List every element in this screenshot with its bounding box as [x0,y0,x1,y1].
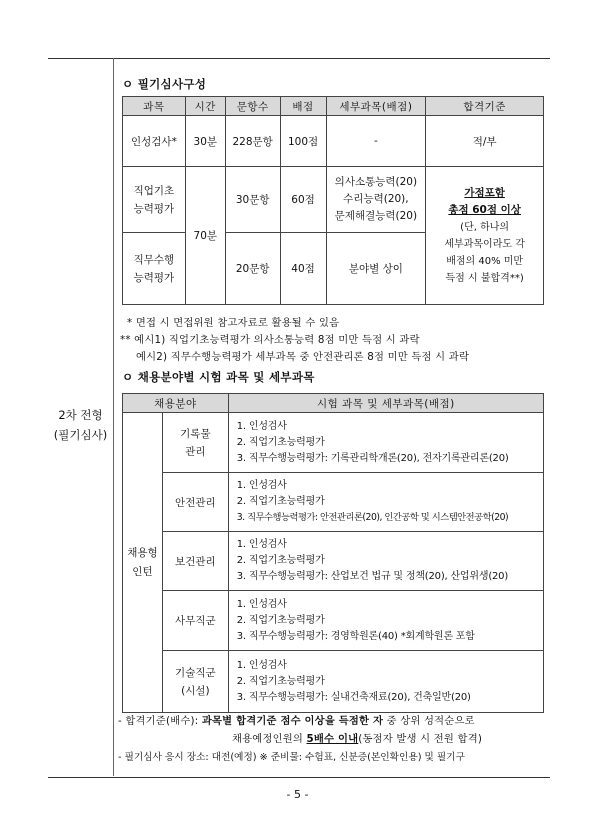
cell-text: 가점포함 [464,186,505,199]
list-item: 3. 직무수행능력평가: 경영학원론(40) *회계학원론 포함 [236,630,475,642]
table-row [123,651,544,713]
cell-text: 문제해결능력(20) [334,210,418,222]
field-cell: 안전관리 [162,473,228,532]
table-row [123,591,544,651]
subjects-cell [228,591,543,651]
header-cell: 시험 과목 및 세부과목(배점) [228,394,543,413]
list-item: 3. 직무수행능력평가: 산업보건 법규 및 정책(20), 산업위생(20) [236,571,509,582]
note-2: ** 예시1) 직업기초능력평가 의사소통능력 8점 미만 득점 시 과락 [120,334,420,346]
table-row [123,116,544,167]
pass-criteria-line1 [118,713,475,730]
cell-items: 228문항 [225,116,280,167]
table-row [123,532,544,591]
table-header-row [123,97,544,116]
cell-text: 기록물 [180,427,211,440]
cell-text: 관리 [185,445,206,458]
list-item: 1. 인성검사 [236,480,287,491]
list-item: 2. 직업기초능력평가 [236,555,325,566]
column-divider [113,58,114,776]
list-item: 1. 인성검사 [236,420,287,432]
group-cell [123,413,163,713]
exam-structure-table [122,96,544,305]
cell-text: 득점 시 불합격**) [445,272,524,284]
cell-text: (시설) [181,684,210,697]
cell-text: 직무수행 [133,253,175,266]
cell-text: 의사소통능력(20) [334,176,418,188]
list-item: 3. 직무수행능력평가: 안전관리론(20), 인간공학 및 시스템안전공학(20) [236,512,509,523]
cell-score: 60점 [280,167,326,233]
stage-label-line2: (필기심사) [53,428,108,442]
cell-text: 능력평가 [133,271,175,284]
section2-title: ㅇ 채용분야별 시험 과목 및 세부과목 [122,370,315,384]
cell-score: 100점 [280,116,326,167]
header-cell: 세부과목(배점) [326,97,426,116]
subjects-cell [228,651,543,713]
section1-title: ㅇ 필기심사구성 [122,77,207,91]
note-3: 예시2) 직무수행능력평가 세부과목 중 안전관리론 8점 미만 득점 시 과락 [136,351,470,363]
note-bold-text: 과목별 합격기준 점수 이상을 득점한 자 [201,715,384,727]
cell-subject [123,233,186,305]
list-item: 2. 직업기초능력평가 [236,436,325,448]
cell-text: 채용형 [127,546,158,559]
cell-text: 총점 60점 이상 [448,203,521,216]
note-text: - 합격기준(배수): [118,715,202,727]
cell-score: 40점 [280,233,326,305]
cell-items: 30문항 [225,167,280,233]
header-cell: 채용분야 [123,394,229,413]
page-number: - 5 - [286,788,309,801]
list-item: 3. 직무수행능력평가: 기록관리학개론(20), 전자기록관리론(20) [236,452,509,464]
field-subjects-table [122,393,544,713]
stage-label [48,405,113,445]
list-item: 1. 인성검사 [236,598,287,610]
note-text: 채용예정인원의 [232,733,307,745]
cell-criteria [426,167,544,305]
cell-text: 능력평가 [133,202,175,215]
cell-subject [123,167,186,233]
note-text: (동점자 발생 시 전원 합격) [358,733,483,745]
subjects-cell [228,473,543,532]
note-bold-text: 5배수 이내 [306,733,359,745]
list-item: 2. 직업기초능력평가 [236,675,325,687]
header-cell: 과목 [123,97,186,116]
cell-subject: 인성검사* [123,116,186,167]
field-cell [162,651,228,713]
exam-location: - 필기심사 응시 장소: 대전(예정) ※ 준비물: 수험표, 신분증(본인확인용) 및 필기구 [118,752,465,763]
cell-detail: 분야별 상이 [326,233,426,305]
table-row [123,413,544,473]
cell-text: (단, 하나의 [460,221,510,233]
header-cell: 시간 [185,97,225,116]
header-cell: 배점 [280,97,326,116]
cell-detail: - [326,116,426,167]
table-row [123,473,544,532]
cell-text: 세부과목이라도 각 [444,238,525,250]
table-header-row [123,394,544,413]
field-cell: 보건관리 [162,532,228,591]
field-cell: 사무직군 [162,591,228,651]
list-item: 2. 직업기초능력평가 [236,614,325,626]
header-cell: 문항수 [225,97,280,116]
cell-criteria: 적/부 [426,116,544,167]
list-item: 1. 인성검사 [236,659,287,671]
list-item: 3. 직무수행능력평가: 실내건축재료(20), 건축일반(20) [236,691,471,703]
cell-time: 30분 [185,116,225,167]
cell-text: 배점의 40% 미만 [446,255,524,267]
cell-text: 직업기초 [133,184,175,197]
note-text: 중 상위 성적순으로 [383,715,475,727]
subjects-cell [228,413,543,473]
note-1: * 면접 시 면접위원 참고자료로 활용될 수 있음 [127,317,340,329]
cell-items: 20문항 [225,233,280,305]
field-cell [162,413,228,473]
pass-criteria-line2 [232,731,482,748]
cell-text: 기술직군 [175,666,216,679]
cell-detail [326,167,426,233]
header-cell: 합격기준 [426,97,544,116]
cell-text: 수리능력(20), [343,193,409,205]
subjects-cell [228,532,543,591]
cell-time: 70분 [185,167,225,305]
cell-text: 인턴 [132,565,153,578]
list-item: 1. 인성검사 [236,539,287,550]
stage-label-line1: 2차 전형 [58,408,103,422]
table-row [123,167,544,233]
list-item: 2. 직업기초능력평가 [236,496,325,507]
